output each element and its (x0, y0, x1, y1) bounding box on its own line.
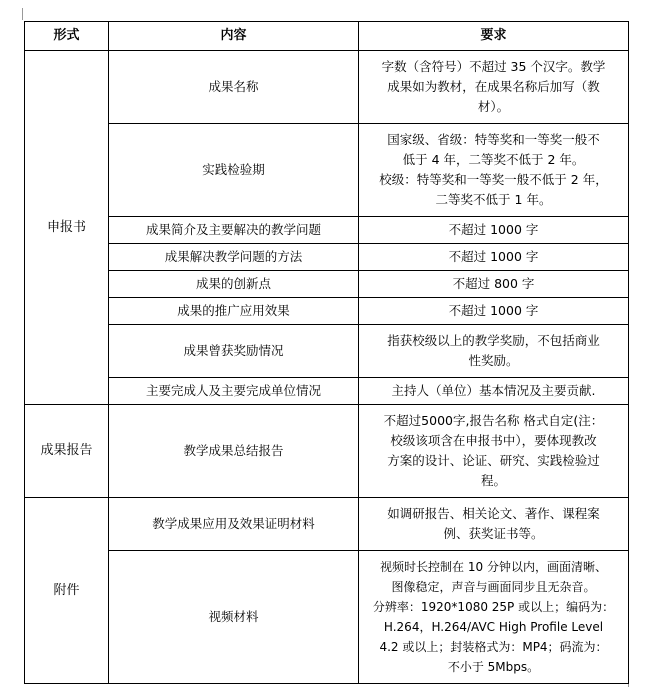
table-row (25, 378, 629, 405)
table-row (25, 51, 629, 124)
requirement-cell: 视频时长控制在 10 分钟以内，画面清晰、 图像稳定，声音与画面同步且无杂音。 分辨率：1920*1080 25P 或以上；编码为： H.264，H.264/AVC High Profile Level 4.2 或以上；封装格式为：MP4；码流为： 不小于 5Mbps。 (359, 551, 629, 684)
group-report: 成果报告 (25, 405, 109, 498)
header-form: 形式 (25, 22, 109, 51)
header-row (25, 22, 629, 51)
requirement-cell: 如调研报告、相关论文、著作、课程案 例、获奖证书等。 (359, 498, 629, 551)
group-application: 申报书 (25, 51, 109, 405)
content-cell: 成果名称 (109, 51, 359, 124)
table-row (25, 271, 629, 298)
requirements-table (24, 21, 629, 684)
content-cell: 教学成果总结报告 (109, 405, 359, 498)
content-cell: 成果简介及主要解决的教学问题 (109, 217, 359, 244)
group-attachment: 附件 (25, 498, 109, 684)
table-row (25, 325, 629, 378)
content-cell: 成果曾获奖励情况 (109, 325, 359, 378)
table-row (25, 124, 629, 217)
requirement-cell: 不超过 1000 字 (359, 244, 629, 271)
table-row (25, 551, 629, 684)
content-cell: 视频材料 (109, 551, 359, 684)
table-row (25, 244, 629, 271)
content-cell: 成果的创新点 (109, 271, 359, 298)
header-content: 内容 (109, 22, 359, 51)
requirement-cell: 字数（含符号）不超过 35 个汉字。教学 成果如为教材，在成果名称后加写（教 材）。 (359, 51, 629, 124)
requirement-cell: 不超过 1000 字 (359, 298, 629, 325)
content-cell: 成果的推广应用效果 (109, 298, 359, 325)
requirement-cell: 指获校级以上的教学奖励，不包括商业 性奖励。 (359, 325, 629, 378)
table-row (25, 217, 629, 244)
requirement-cell: 不超过 800 字 (359, 271, 629, 298)
content-cell: 实践检验期 (109, 124, 359, 217)
content-cell: 成果解决教学问题的方法 (109, 244, 359, 271)
requirement-cell: 不超过5000字,报告名称 格式自定(注： 校级该项含在申报书中），要体现教改 方案的设计、论证、研究、实践检验过 程。 (359, 405, 629, 498)
requirement-cell: 不超过 1000 字 (359, 217, 629, 244)
header-requirement: 要求 (359, 22, 629, 51)
requirement-cell: 主持人（单位）基本情况及主要贡献. (359, 378, 629, 405)
table-row (25, 405, 629, 498)
content-cell: 主要完成人及主要完成单位情况 (109, 378, 359, 405)
corner-mark-top-left (22, 8, 23, 20)
requirement-cell: 国家级、省级：特等奖和一等奖一般不 低于 4 年，二等奖不低于 2 年。 校级：特等奖和一等奖一般不低于 2 年， 二等奖不低于 1 年。 (359, 124, 629, 217)
table-row (25, 498, 629, 551)
table-row (25, 298, 629, 325)
content-cell: 教学成果应用及效果证明材料 (109, 498, 359, 551)
